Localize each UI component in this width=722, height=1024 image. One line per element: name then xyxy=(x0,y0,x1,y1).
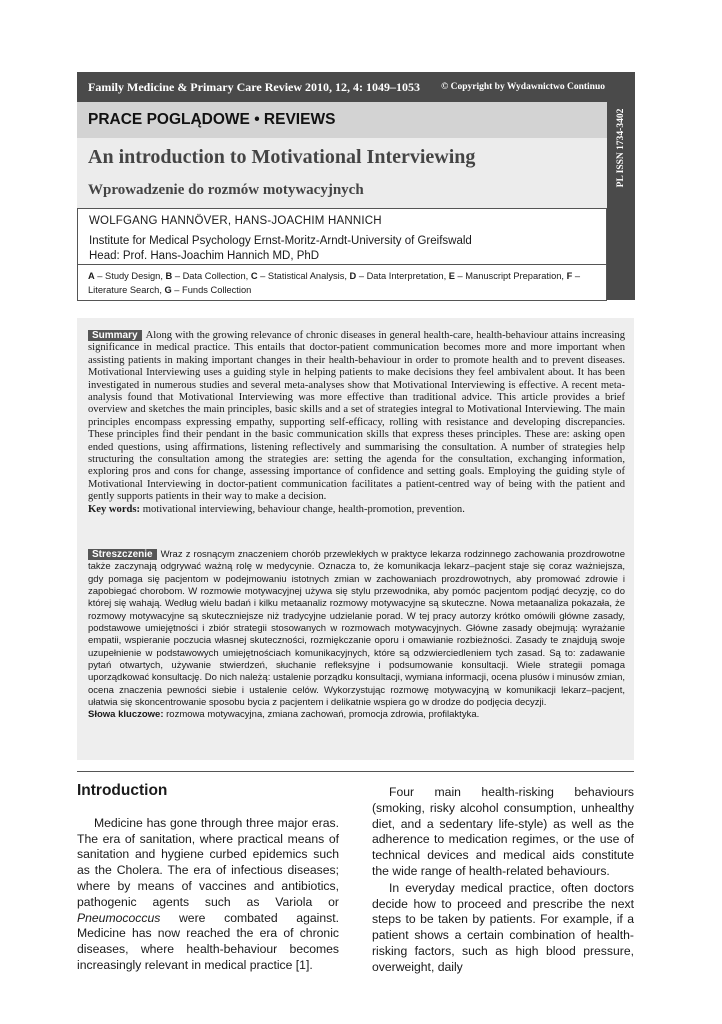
institution-head: Head: Prof. Hans-Joachim Hannich MD, PhD xyxy=(89,250,320,262)
journal-header-bar xyxy=(77,72,607,102)
contrib-text: – Data Collection, xyxy=(172,271,251,281)
keywords: motivational interviewing, behaviour change, health-promotion, prevention. xyxy=(140,503,465,515)
slowa-kluczowe: rozmowa motywacyjna, zmiana zachowań, promocja zdrowia, profilaktyka. xyxy=(163,709,480,721)
contrib-text: – Literature Search, xyxy=(88,271,581,295)
contrib-key: A xyxy=(88,271,95,281)
section-label: PRACE POGLĄDOWE • REVIEWS xyxy=(88,111,336,128)
institution: Institute for Medical Psychology Ernst-Moritz-Arndt-University of Greifswald xyxy=(89,235,472,247)
author-block xyxy=(77,208,607,265)
copyright-notice: © Copyright by Wydawnictwo Continuo xyxy=(441,82,605,92)
introduction-heading: Introduction xyxy=(77,782,168,799)
intro-paragraph xyxy=(77,816,339,974)
contrib-text: – Statistical Analysis, xyxy=(257,271,350,281)
intro-text: were combated against. Medicine has now reached the era of chronic diseases, where health-behaviour becomes increasingly relevant in medical practice [1]. xyxy=(77,910,339,972)
contrib-text: – Data Interpretation, xyxy=(356,271,449,281)
body-column-left xyxy=(77,783,339,974)
section-band xyxy=(77,102,607,138)
contrib-key: C xyxy=(250,271,258,281)
summary-tag: Summary xyxy=(88,330,142,341)
streszczenie-tag: Streszczenie xyxy=(88,549,157,560)
divider xyxy=(77,771,634,772)
article-title: An introduction to Motivational Interviewing xyxy=(88,146,476,168)
body-paragraph: Four main health-risking behaviours (smoking, risky alcohol consumption, unhealthy diet, and a sedentary life-style) as well as the adherence to medication regimes, or the use of technical devices and medical aids constitute the wide range of health-related behaviours. xyxy=(372,785,634,878)
streszczenie-paragraph xyxy=(88,549,625,722)
contrib-key: G xyxy=(164,285,172,295)
summary-paragraph xyxy=(88,330,625,516)
body-paragraph: In everyday medical practice, often doctors decide how to proceed and prescribe the next steps to be taken by patients. For example, if a patient shows a certain combination of health-risking factors, such as high blood pressure, overweight, daily xyxy=(372,880,634,974)
contributions-box xyxy=(77,264,607,301)
keywords-label: Key words: xyxy=(88,503,141,515)
contributions-text xyxy=(88,269,600,297)
summary-text: Along with the growing relevance of chronic diseases in general health-care, health-behaviour attains increasing significance in medical practice. This entails that doctor-patient communication becomes more and more important when assisting patients in making important changes in their health-behaviour in order to promote health and to prevent diseases. Motivational Interviewing uses a guiding style in helping patients to make decisions they feel ambivalent about. It has been investigated in numerous studies and several meta-analyses show that Motivational Interviewing is effective. A recent meta-analysis found that Motivational Interviewing was more effective than traditional advice. This article provides a brief overview and sketches the main principles, basic skills and a set of strategies integral to Motivational Interviewing. The main principles encompass expressing empathy, supporting self-efficacy, rolling with resistance and developing discrepancies. These principles find their pendant in the basic communication skills that express theses principles. These are: asking open ended questions, using affirmations, listening reflectively and summarising the consultation. A number of strategies help structuring the consultation among the strategies are: setting the agenda for the consultation, exchanging information, exploring pros and cons for change, assessing importance of confidence and setting goals. Employing the guiding style of Motivational Interviewing in doctor-patient communication facilitates a patient-centred way of being with the patient and gently supports patients in their way to make a decision. xyxy=(88,330,625,503)
authors: WOLFGANG HANNÖVER, HANS-JOACHIM HANNICH xyxy=(89,215,382,227)
intro-italic: Pneumococcus xyxy=(77,910,161,925)
abstract-block xyxy=(77,318,634,760)
contrib-text: – Manuscript Preparation, xyxy=(454,271,567,281)
contrib-key: D xyxy=(349,271,357,281)
contrib-text: – Study Design, xyxy=(94,271,166,281)
contrib-key: F xyxy=(566,271,573,281)
body-column-right xyxy=(372,785,634,976)
issn-label: PL ISSN 1734-3402 xyxy=(616,108,626,188)
article-subtitle: Wprowadzenie do rozmów motywacyjnych xyxy=(88,182,364,198)
journal-citation: Family Medicine & Primary Care Review 2010, 12, 4: 1049–1053 xyxy=(88,80,421,94)
title-block xyxy=(77,138,607,208)
intro-text: Medicine has gone through three major eras. The era of sanitation, where practical means of sanitation and hygiene curbed epidemics such as the Cholera. The era of infectious diseases; where by means of vaccines and antibiotics, pathogenic agents such as Variola or xyxy=(77,815,339,909)
contrib-key: B xyxy=(165,271,173,281)
streszczenie-text: Wraz z rosnącym znaczeniem chorób przewlekłych w praktyce lekarza rodzinnego zachowania prozdrowotne także zaczynają odgrywać ważną rolę w medycynie. Oznacza to, że komunikacja lekarz–pacjent staje się coraz ważniejsza, gdy pomaga się pacjentom w podejmowaniu istotnych zmian w zachowaniach prozdrowotnych, aby promować zdrowie i zapobiegać chorobom. W rozmowie motywacyjnej używa się stylu przewodnika, aby pomóc pacjentom podjąć decyzję, co do której się wahają. Według wielu badań i kilku metaanaliz rozmowy motywacyjne są skuteczne. Nowa metaanaliza pokazała, że rozmowy motywacyjne są skuteczniejsze niż tradycyjne udzielanie porad. W tej pracy autorzy krótko omówili główne zasady, podstawowe umiejętności i zbiór strategii stosowanych w rozmowach motywacyjnych. Główne zasady obejmują: wyrażanie empatii, wspieranie poczucia własnej skuteczności, rozmiękczanie oporu i omawianie rozbieżności. Zasady te znajdują swoje uzupełnienie w podstawowych umiejętnościach komunikacyjnych, które są odzwierciedleniem tych zasad. Są to: zadawanie pytań otwartych, używanie stwierdzeń, słuchanie refleksyjne i podsumowanie konsultacji. Wiele strategii pomaga uporządkować konsultację. Do nich należą: ustalenie porządku konsultacji, wymiana informacji, ocena plusów i minusów zmian, ocena znaczenia pewności siebie i ustalenie celów. Wykorzystując rozmowę motywacyjną w komunikacji lekarz–pacjent, ułatwia się skoncentrowanie sposobu bycia z pacjentem i delikatnie wspiera go w drodze do podjęcia decyzji. xyxy=(88,549,625,709)
issn-sidebar xyxy=(607,72,635,300)
slowa-kluczowe-label: Słowa kluczowe: xyxy=(88,709,164,721)
contrib-key: E xyxy=(448,271,455,281)
contrib-text: – Funds Collection xyxy=(171,285,252,295)
